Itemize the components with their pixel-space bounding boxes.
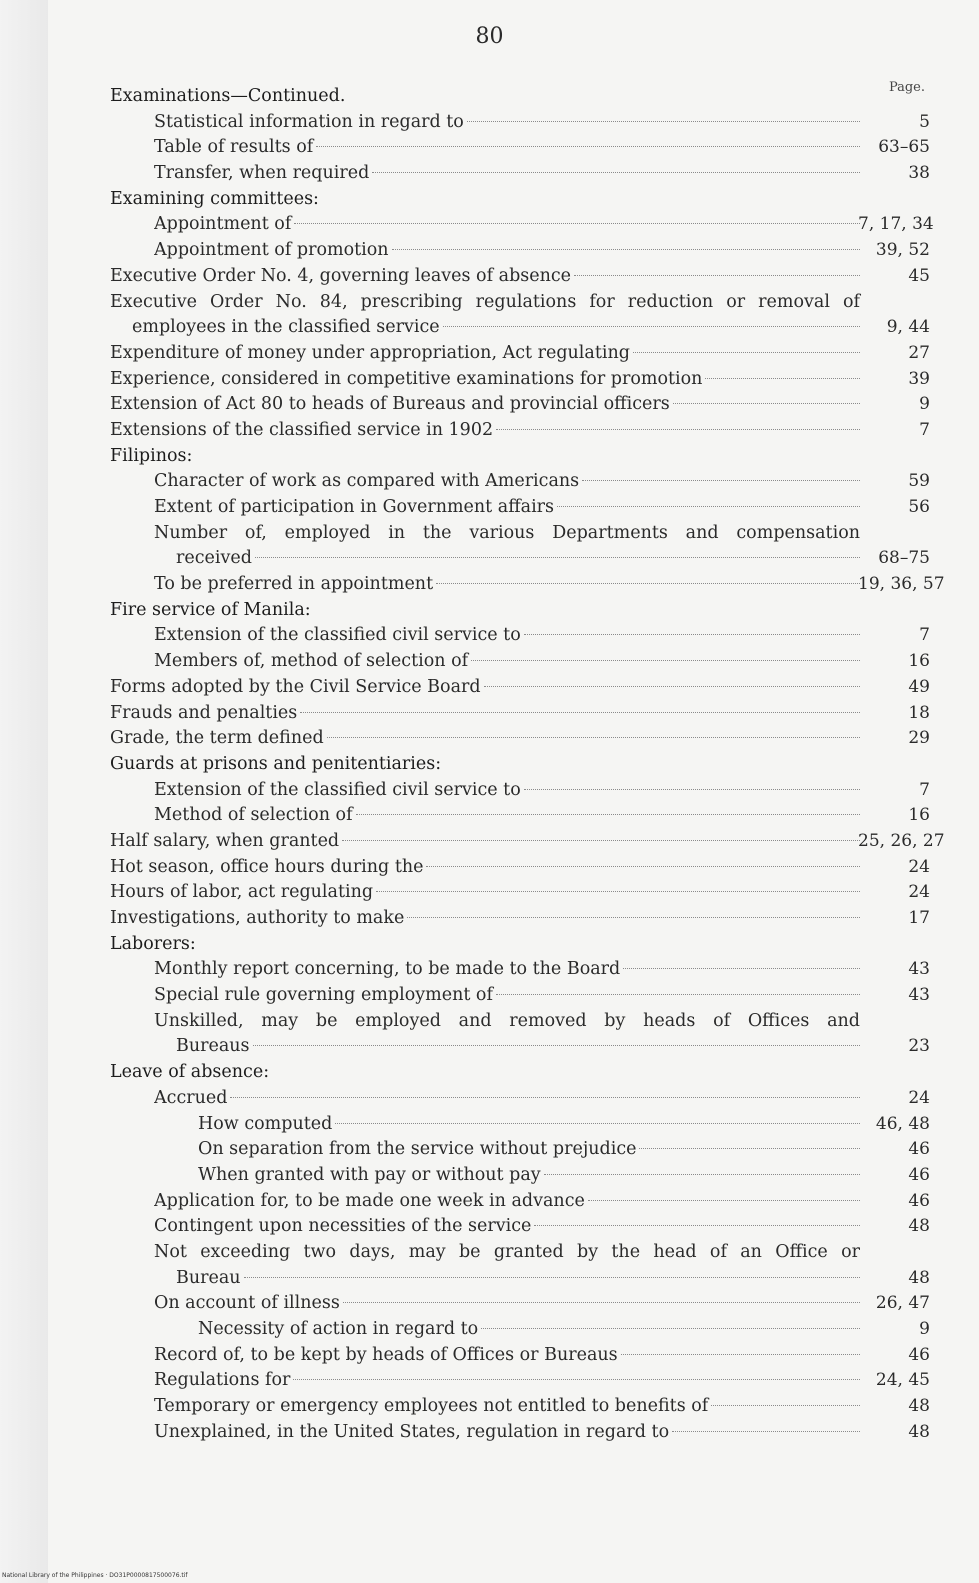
entry-page-numbers: 7 — [919, 419, 930, 440]
page-column-header: Page. — [888, 80, 925, 95]
index-heading — [110, 598, 930, 624]
entry-page-numbers: 25, 26, 27 — [858, 830, 945, 851]
index-entry — [110, 880, 930, 906]
entry-page-numbers: 17 — [908, 908, 930, 929]
dot-leader — [524, 789, 860, 790]
dot-leader — [588, 1200, 860, 1201]
index-entry — [110, 110, 930, 136]
entry-text: Half salary, when granted — [110, 830, 340, 851]
dot-leader — [342, 840, 860, 841]
index-heading — [110, 84, 930, 110]
entry-page-numbers: 7, 17, 34 — [858, 214, 934, 235]
entry-text: Forms adopted by the Civil Service Board — [110, 676, 481, 697]
entry-page-numbers: 46 — [908, 1139, 930, 1160]
entry-page-numbers: 46 — [908, 1344, 930, 1365]
dot-leader — [335, 1123, 860, 1124]
entry-page-numbers: 63–65 — [878, 137, 930, 158]
entry-page-numbers: 39, 52 — [875, 240, 930, 261]
dot-leader — [230, 1097, 860, 1098]
index-entry — [110, 1163, 930, 1189]
entry-page-numbers: 56 — [908, 497, 930, 518]
dot-leader — [343, 1302, 860, 1303]
index-entry — [110, 1240, 930, 1291]
dot-leader — [392, 249, 860, 250]
dot-leader — [633, 352, 860, 353]
entry-text-line1: Executive Order No. 84, prescribing regulations for reduction or removal of — [110, 291, 860, 312]
index-entry — [110, 649, 930, 675]
dot-leader — [557, 506, 860, 507]
index-entry — [110, 701, 930, 727]
entry-text: Guards at prisons and penitentiaries: — [110, 753, 442, 774]
entry-page-numbers: 9 — [919, 1319, 930, 1340]
entry-page-numbers: 43 — [908, 959, 930, 980]
entry-text: Grade, the term defined — [110, 728, 324, 749]
entry-text: Extension of the classified civil service to — [154, 625, 521, 646]
entry-text: Table of results of — [154, 137, 314, 158]
index-entry — [110, 1086, 930, 1112]
index-entry — [110, 906, 930, 932]
entry-page-numbers: 49 — [908, 676, 930, 697]
dot-leader — [293, 1379, 860, 1380]
entry-text: Necessity of action in regard to — [198, 1319, 479, 1340]
entry-text: Monthly report concerning, to be made to the Board — [154, 959, 621, 980]
index-entry — [110, 264, 930, 290]
entry-text: On separation from the service without prejudice — [198, 1139, 637, 1160]
entry-page-numbers: 7 — [919, 779, 930, 800]
entry-page-numbers: 5 — [919, 111, 930, 132]
dot-leader — [481, 1328, 860, 1329]
entry-text: Bureau — [176, 1267, 241, 1288]
entry-page-numbers: 9, 44 — [886, 317, 930, 338]
entry-page-numbers: 48 — [908, 1421, 930, 1442]
entry-text: Extensions of the classified service in 1902 — [110, 419, 494, 440]
entry-text: Experience, considered in competitive examinations for promotion — [110, 368, 703, 389]
index-entry — [110, 726, 930, 752]
index-entry — [110, 469, 930, 495]
dot-leader — [294, 223, 860, 224]
index-heading — [110, 444, 930, 470]
entry-page-numbers: 18 — [908, 702, 930, 723]
index-entry — [110, 521, 930, 572]
entry-text: Extension of Act 80 to heads of Bureaus and provincial officers — [110, 394, 670, 415]
index-entry — [110, 1214, 930, 1240]
index-entry — [110, 957, 930, 983]
dot-leader — [496, 429, 860, 430]
entry-text: How computed — [198, 1113, 333, 1134]
dot-leader — [327, 737, 860, 738]
entry-text: employees in the classified service — [132, 317, 440, 338]
index-entry — [110, 1291, 930, 1317]
dot-leader — [471, 660, 860, 661]
index-entry — [110, 1009, 930, 1060]
index-entry — [110, 1112, 930, 1138]
entry-page-numbers: 24 — [908, 856, 930, 877]
entry-page-numbers: 46, 48 — [875, 1113, 930, 1134]
dot-leader — [484, 686, 860, 687]
dot-leader — [534, 1225, 860, 1226]
entry-page-numbers: 19, 36, 57 — [858, 574, 945, 595]
entry-text-line1: Not exceeding two days, may be granted by the head of an Office or — [154, 1241, 860, 1262]
entry-page-numbers: 38 — [908, 163, 930, 184]
entry-page-numbers: 59 — [908, 471, 930, 492]
dot-leader — [639, 1148, 860, 1149]
entry-text: When granted with pay or without pay — [198, 1164, 541, 1185]
index-entry — [110, 1368, 930, 1394]
entry-text: Appointment of — [154, 214, 292, 235]
entry-text: Extent of participation in Government affairs — [154, 497, 555, 518]
entry-page-numbers: 26, 47 — [875, 1293, 930, 1314]
index-heading — [110, 932, 930, 958]
entry-page-numbers: 68–75 — [878, 548, 930, 569]
entry-page-numbers: 24 — [908, 1087, 930, 1108]
index-entry — [110, 1394, 930, 1420]
entry-text: Unexplained, in the United States, regulation in regard to — [154, 1421, 670, 1442]
index-entry — [110, 341, 930, 367]
entry-text: Extension of the classified civil service to — [154, 779, 521, 800]
entry-page-numbers: 16 — [908, 651, 930, 672]
index-entry — [110, 803, 930, 829]
dot-leader — [524, 634, 860, 635]
entry-page-numbers: 24, 45 — [875, 1370, 930, 1391]
index-entry — [110, 829, 945, 855]
entry-text: Transfer, when required — [154, 163, 370, 184]
entry-page-numbers: 46 — [908, 1164, 930, 1185]
dot-leader — [407, 917, 860, 918]
entry-page-numbers: 48 — [908, 1216, 930, 1237]
dot-leader — [621, 1354, 860, 1355]
entry-text: Contingent upon necessities of the service — [154, 1216, 532, 1237]
dot-leader — [253, 1045, 860, 1046]
dot-leader — [711, 1405, 860, 1406]
entry-text: Application for, to be made one week in advance — [154, 1190, 585, 1211]
entry-text: To be preferred in appointment — [154, 574, 434, 595]
index-entry — [110, 1189, 930, 1215]
index-entry — [110, 675, 930, 701]
entry-page-numbers: 9 — [919, 394, 930, 415]
index-entry — [110, 1137, 930, 1163]
index-entry — [110, 572, 945, 598]
entry-text: Members of, method of selection of — [154, 651, 469, 672]
index-entry — [110, 290, 930, 341]
dot-leader — [443, 326, 860, 327]
entry-text-line1: Number of, employed in the various Departments and compensation — [154, 522, 860, 543]
dot-leader — [673, 403, 860, 404]
index-entry — [110, 1343, 930, 1369]
dot-leader — [467, 121, 860, 122]
dot-leader — [623, 968, 860, 969]
entry-text: Hours of labor, act regulating — [110, 882, 374, 903]
dot-leader — [356, 814, 860, 815]
entry-text: Filipinos: — [110, 445, 193, 466]
dot-leader — [426, 866, 860, 867]
dot-leader — [496, 994, 860, 995]
entry-text: Executive Order No. 4, governing leaves of absence — [110, 265, 572, 286]
index-entry — [110, 392, 930, 418]
entry-page-numbers: 29 — [908, 728, 930, 749]
entry-text: Examining committees: — [110, 188, 319, 209]
entry-text: Examinations—Continued. — [110, 86, 346, 106]
entry-page-numbers: 23 — [908, 1036, 930, 1057]
dot-leader — [544, 1174, 860, 1175]
entry-page-numbers: 39 — [908, 368, 930, 389]
entry-text: Frauds and penalties — [110, 702, 298, 723]
entry-text: Bureaus — [176, 1036, 250, 1057]
entry-page-numbers: 16 — [908, 805, 930, 826]
index-entry — [110, 161, 930, 187]
entry-text: Record of, to be kept by heads of Offices or Bureaus — [154, 1344, 618, 1365]
dot-leader — [255, 557, 860, 558]
entry-text: On account of illness — [154, 1293, 340, 1314]
scan-footer: National Library of the Philippines · DO31P0000817500076.tif — [2, 1572, 188, 1579]
entry-page-numbers: 43 — [908, 985, 930, 1006]
entry-text: Laborers: — [110, 933, 196, 954]
dot-leader — [574, 275, 860, 276]
index-heading — [110, 1060, 930, 1086]
scan-left-margin — [0, 0, 48, 1583]
page-number: 80 — [475, 24, 504, 49]
entry-page-numbers: 46 — [908, 1190, 930, 1211]
dot-leader — [316, 146, 860, 147]
entry-text: Regulations for — [154, 1370, 291, 1391]
dot-leader — [436, 583, 860, 584]
index-entry — [110, 418, 930, 444]
entry-text: Accrued — [154, 1087, 228, 1108]
index-heading — [110, 187, 930, 213]
entry-page-numbers: 48 — [908, 1267, 930, 1288]
index-entry — [110, 495, 930, 521]
index-entry — [110, 212, 934, 238]
index-entry — [110, 983, 930, 1009]
entry-text: Fire service of Manila: — [110, 599, 311, 620]
index-heading — [110, 752, 930, 778]
dot-leader — [372, 172, 860, 173]
dot-leader — [376, 891, 860, 892]
entry-text: Expenditure of money under appropriation, Act regulating — [110, 342, 630, 363]
dot-leader — [705, 378, 860, 379]
dot-leader — [300, 712, 860, 713]
dot-leader — [582, 480, 860, 481]
index-list — [110, 84, 945, 1446]
index-entry — [110, 1420, 930, 1446]
entry-text: Temporary or emergency employees not entitled to benefits of — [154, 1396, 709, 1417]
dot-leader — [672, 1431, 860, 1432]
entry-text: Leave of absence: — [110, 1062, 270, 1083]
entry-text: Investigations, authority to make — [110, 908, 405, 929]
entry-page-numbers: 45 — [908, 265, 930, 286]
entry-text: Appointment of promotion — [154, 240, 389, 261]
entry-page-numbers: 7 — [919, 625, 930, 646]
entry-text: received — [176, 548, 252, 569]
entry-page-numbers: 48 — [908, 1396, 930, 1417]
index-entry — [110, 855, 930, 881]
entry-page-numbers: 27 — [908, 342, 930, 363]
index-entry — [110, 238, 930, 264]
index-entry — [110, 623, 930, 649]
entry-text: Statistical information in regard to — [154, 111, 464, 132]
dot-leader — [244, 1277, 860, 1278]
entry-text-line1: Unskilled, may be employed and removed by heads of Offices and — [154, 1010, 860, 1031]
entry-text: Method of selection of — [154, 805, 353, 826]
entry-page-numbers: 24 — [908, 882, 930, 903]
index-entry — [110, 135, 930, 161]
index-entry — [110, 1317, 930, 1343]
entry-text: Hot season, office hours during the — [110, 856, 424, 877]
index-entry — [110, 778, 930, 804]
entry-text: Character of work as compared with Americans — [154, 471, 580, 492]
index-entry — [110, 367, 930, 393]
entry-text: Special rule governing employment of — [154, 985, 493, 1006]
